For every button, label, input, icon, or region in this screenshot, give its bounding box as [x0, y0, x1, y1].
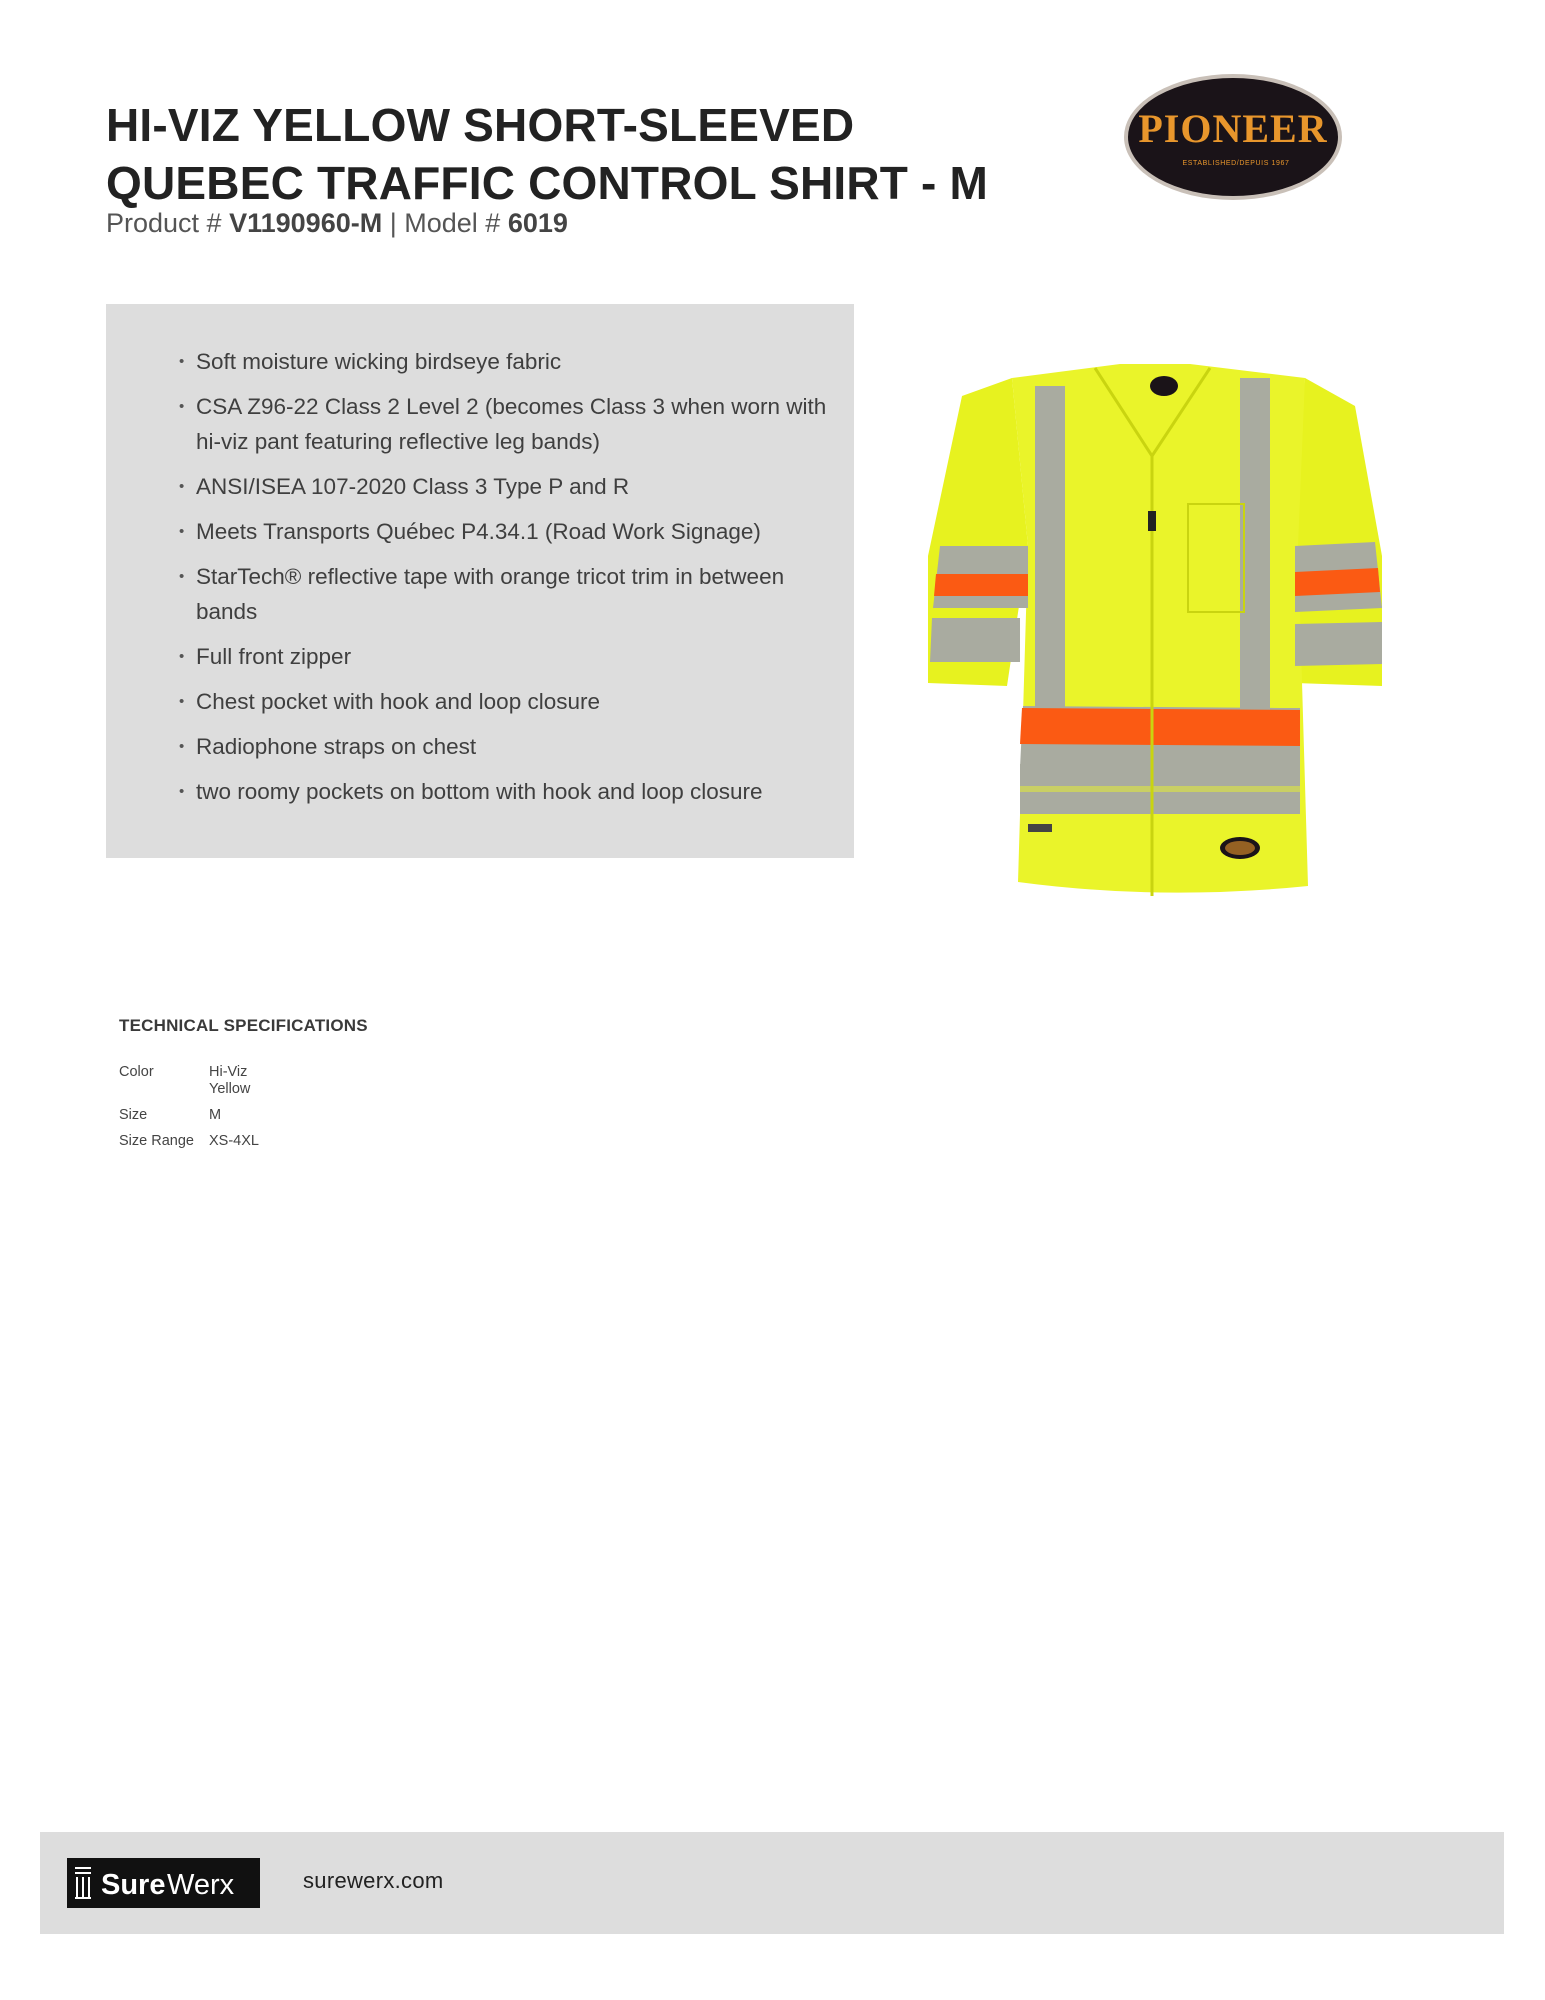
right-sleeve-orange — [1295, 568, 1380, 596]
hi-viz-shirt-image — [920, 356, 1390, 916]
feature-item: • Full front zipper — [196, 639, 834, 674]
logo-bold-text: Sure — [101, 1869, 166, 1901]
specs-title: TECHNICAL SPECIFICATIONS — [119, 1016, 368, 1035]
footer-url-link[interactable]: surewerx.com — [303, 1868, 444, 1893]
surewerx-logo — [67, 1858, 260, 1908]
spec-row — [119, 1133, 265, 1159]
right-sleeve-band-bottom — [1295, 622, 1382, 666]
footer-bar — [40, 1832, 1504, 1934]
spec-label: Size — [119, 1107, 148, 1123]
features-panel — [106, 304, 854, 858]
label-tag — [1028, 824, 1052, 832]
product-number: V1190960-M — [229, 208, 383, 238]
feature-item: • ANSI/ISEA 107-2020 Class 3 Type P and R — [196, 469, 834, 504]
title-line-2: QUEBEC TRAFFIC CONTROL SHIRT - M — [106, 157, 989, 209]
feature-item: • two roomy pockets on bottom with hook and loop closure — [196, 774, 834, 809]
surewerx-icon — [67, 1858, 260, 1908]
feature-item: • Chest pocket with hook and loop closure — [196, 684, 834, 719]
pioneer-logo — [1122, 72, 1344, 202]
product-model-line — [106, 208, 568, 239]
model-prefix: Model # — [404, 208, 501, 238]
product-prefix: Product # — [106, 208, 222, 238]
left-sleeve-band-bottom — [930, 618, 1020, 662]
logo-wordmark: PIONEER — [1138, 106, 1328, 151]
zipper-pull — [1148, 511, 1156, 531]
spec-label: Size Range — [119, 1133, 194, 1149]
waist-band-gap — [1020, 786, 1300, 792]
spec-label: Color — [119, 1064, 154, 1080]
title-line-1: HI-VIZ YELLOW SHORT-SLEEVED — [106, 99, 855, 151]
spec-row — [119, 1107, 265, 1133]
feature-item: • Meets Transports Québec P4.34.1 (Road Work Signage) — [196, 514, 834, 549]
separator: | — [389, 208, 397, 238]
spec-value: XS-4XL — [209, 1133, 259, 1149]
waist-orange — [1020, 708, 1300, 746]
specs-table — [119, 1064, 265, 1159]
logo-tagline: ESTABLISHED/DEPUIS 1967 — [1182, 160, 1290, 167]
logo-light-text: Werx — [167, 1869, 235, 1901]
page-title — [106, 96, 988, 212]
feature-item: • Radiophone straps on chest — [196, 729, 834, 764]
feature-item: • CSA Z96-22 Class 2 Level 2 (becomes Class 3 when worn with hi-viz pant featuring reflective leg bands) — [196, 389, 834, 459]
hem-logo-mark — [1225, 841, 1255, 855]
model-number: 6019 — [507, 208, 568, 238]
spec-value: Hi-Viz Yellow — [209, 1064, 251, 1097]
collar-patch — [1150, 376, 1178, 396]
spec-row — [119, 1064, 265, 1107]
feature-item: • Soft moisture wicking birdseye fabric — [196, 344, 834, 379]
feature-list — [106, 304, 854, 809]
left-sleeve-orange — [934, 574, 1028, 596]
feature-item: • StarTech® reflective tape with orange tricot trim in between bands — [196, 559, 834, 629]
spec-value: M — [209, 1107, 222, 1123]
